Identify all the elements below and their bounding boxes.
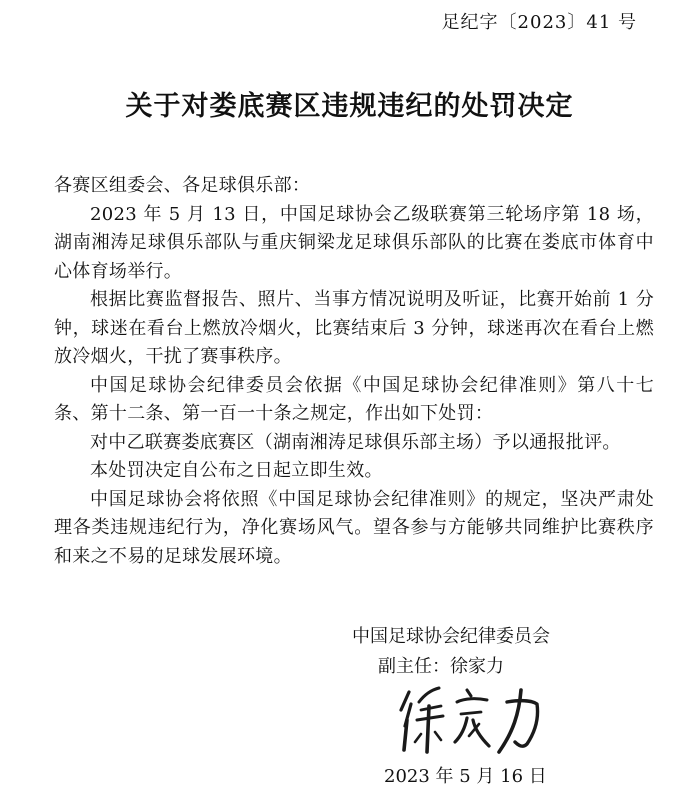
body-paragraph-5: 本处罚决定自公布之日起立即生效。 xyxy=(90,460,383,481)
body-paragraph-6: 中国足球协会将依照《中国足球协会纪律准则》的规定，坚决严肃处理各类违规违纪行为，净化赛场风气。望各参与方能够共同维护比赛秩序和来之不易的足球发展环境。 xyxy=(54,488,654,567)
issuer-name: 中国足球协会纪律委员会 xyxy=(352,626,550,647)
body-paragraph-2: 根据比赛监督报告、照片、当事方情况说明及听证，比赛开始前 1 分钟，球迷在看台上燃放冷烟火，比赛结束后 3 分钟，球迷再次在看台上燃放冷烟火，干扰了赛事秩序。 xyxy=(54,289,654,367)
salutation: 各赛区组委会、各足球俱乐部： xyxy=(54,175,311,196)
document-number: 足纪字〔2023〕41 号 xyxy=(441,12,637,33)
body-paragraph-4: 对中乙联赛娄底赛区（湖南湘涛足球俱乐部主场）予以通报批评。 xyxy=(90,431,621,453)
deputy-director: 副主任：徐家力 xyxy=(378,656,504,677)
document-body xyxy=(54,172,654,571)
signoff-block xyxy=(352,622,550,682)
handwritten-signature xyxy=(395,680,555,758)
body-paragraph-3: 中国足球协会纪律委员会依据《中国足球协会纪律准则》第八十七条、第十二条、第一百一十条之规定，作出如下处罚： xyxy=(54,374,654,424)
document-date: 2023 年 5 月 16 日 xyxy=(384,766,547,787)
body-paragraph-1: 2023 年 5 月 13 日，中国足球协会乙级联赛第三轮场序第 18 场，湖南湘涛足球俱乐部队与重庆铜梁龙足球俱乐部队的比赛在娄底市体育中心体育场举行。 xyxy=(54,203,654,282)
document-title: 关于对娄底赛区违规违纪的处罚决定 xyxy=(125,91,574,122)
